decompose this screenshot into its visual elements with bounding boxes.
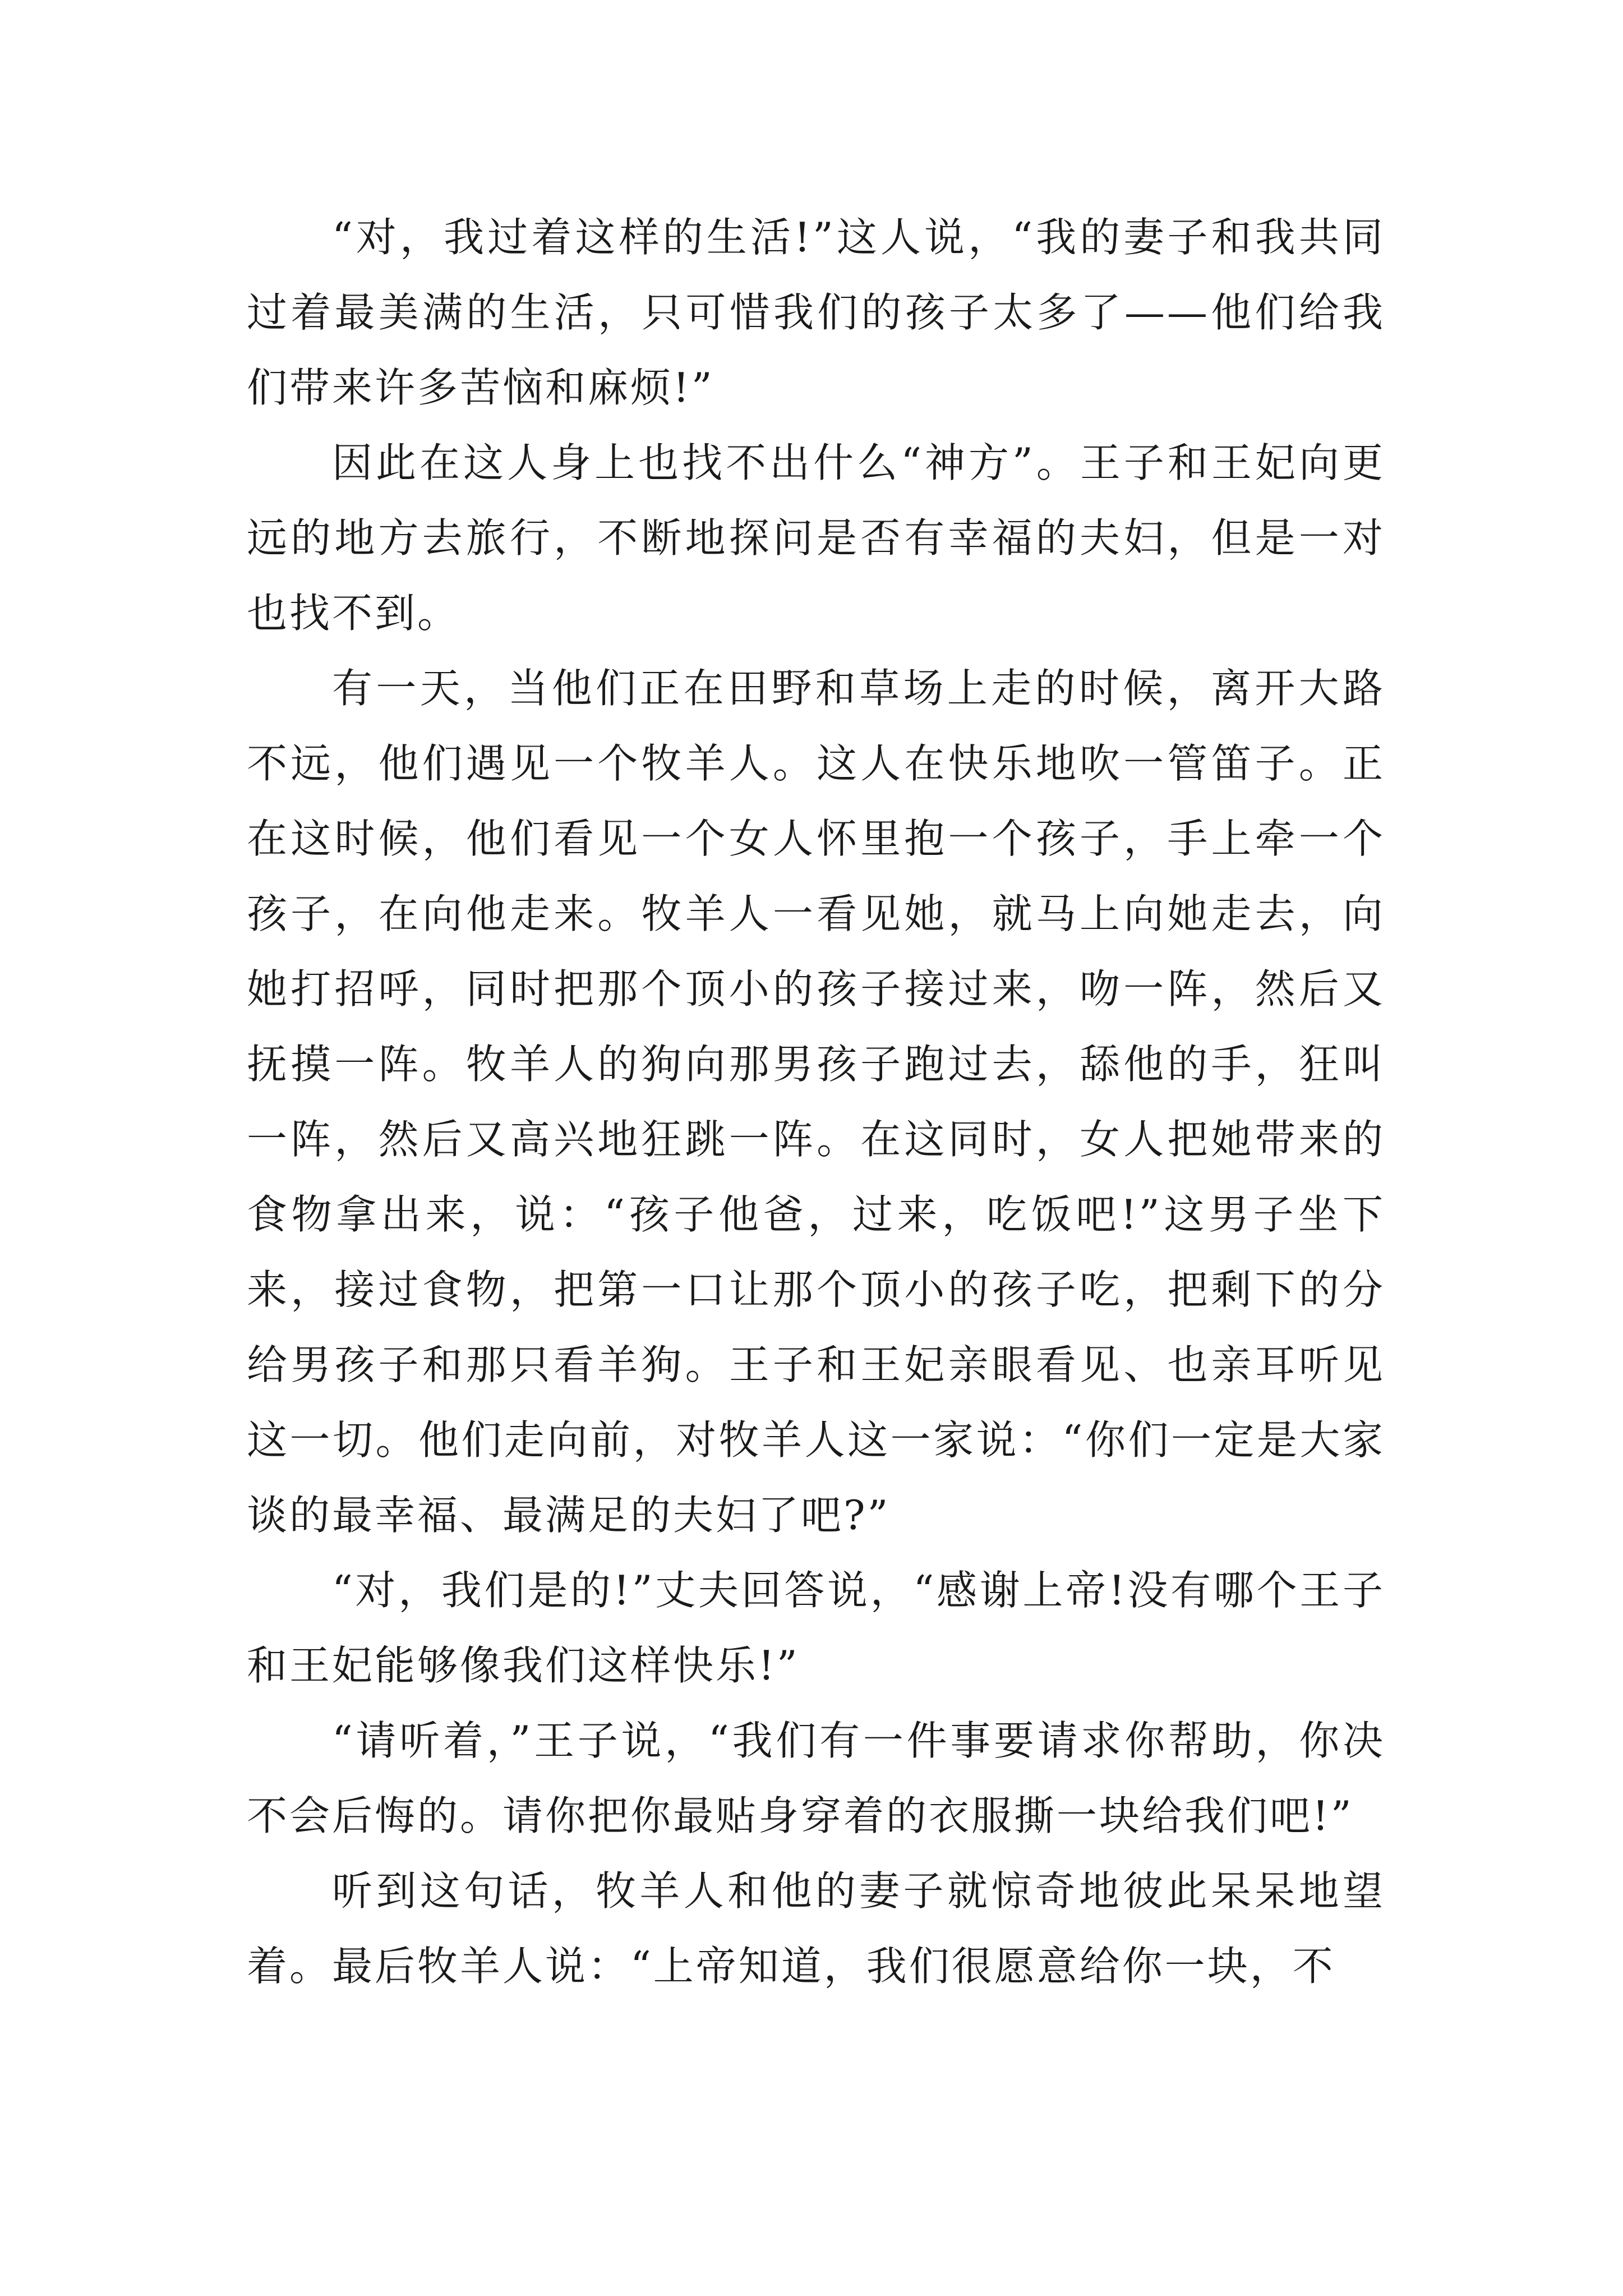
paragraph-2: 因此在这人身上也找不出什么“神方”。王子和王妃向更远的地方去旅行，不断地探问是否有幸福的夫妇，但是一对也找不到。 — [247, 439, 1385, 637]
paragraph-1: “对，我过着这样的生活!”这人说，“我的妻子和我共同过着最美满的生活，只可惜我们的孩子太多了——他们给我们带来许多苦恼和麻烦!” — [247, 214, 1385, 411]
paragraph-6: 听到这句话，牧羊人和他的妻子就惊奇地彼此呆呆地望着。最后牧羊人说：“上帝知道，我们很愿意给你一块，不 — [247, 1867, 1385, 1990]
paragraph-3: 有一天，当他们正在田野和草场上走的时候，离开大路不远，他们遇见一个牧羊人。这人在快乐地吹一管笛子。正在这时候，他们看见一个女人怀里抱一个孩子，手上牵一个孩子，在向他走来。牧羊人一看见她，就马上向她走去，向她打招呼，同时把那个顶小的孩子接过来，吻一阵，然后又抚摸一阵。牧羊人的狗向那男孩子跑过去，舔他的手，狂叫一阵，然后又高兴地狂跳一阵。在这同时，女人把她带来的食物拿出来，说：“孩子他爸，过来，吃饭吧!”这男子坐下来，接过食物，把第一口让那个顶小的孩子吃，把剩下的分给男孩子和那只看羊狗。王子和王妃亲眼看见、也亲耳听见这一切。他们走向前，对牧羊人这一家说：“你们一定是大家谈的最幸福、最满足的夫妇了吧?” — [247, 665, 1385, 1539]
body-text — [247, 200, 1385, 2004]
paragraph-4: “对，我们是的!”丈夫回答说，“感谢上帝!没有哪个王子和王妃能够像我们这样快乐!” — [247, 1567, 1385, 1689]
paragraph-5: “请听着，”王子说，“我们有一件事要请求你帮助，你决不会后悔的。请你把你最贴身穿着的衣服撕一块给我们吧!” — [247, 1717, 1385, 1839]
